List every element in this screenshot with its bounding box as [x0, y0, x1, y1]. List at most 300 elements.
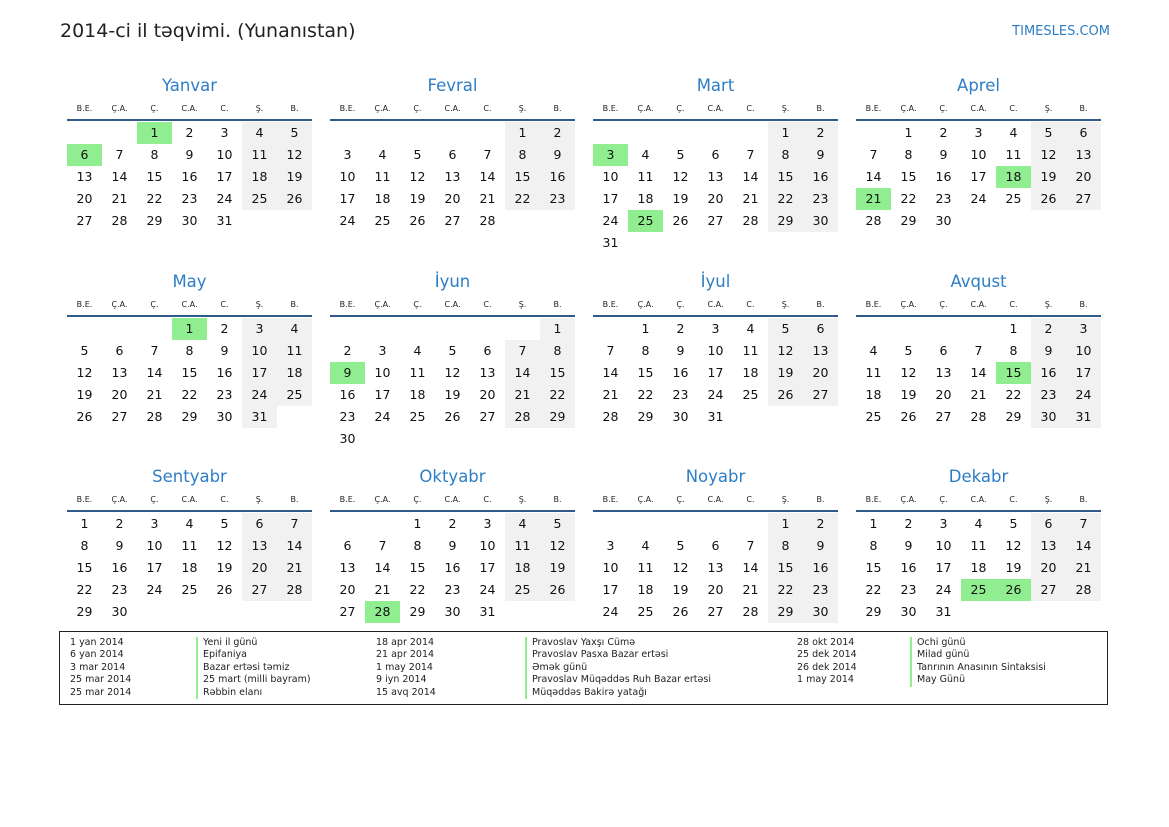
day-cell[interactable]: 31	[242, 406, 277, 428]
day-cell[interactable]: 9	[803, 144, 838, 166]
day-cell[interactable]: 2	[540, 122, 575, 144]
day-cell[interactable]: 6	[711, 538, 720, 553]
holiday-day-cell[interactable]: 26	[996, 579, 1031, 601]
day-cell[interactable]: 1	[1009, 320, 1018, 336]
day-cell[interactable]: 2	[1031, 318, 1066, 340]
day-cell[interactable]: 27	[1031, 579, 1066, 601]
holiday-day-cell[interactable]: 6	[67, 144, 102, 166]
day-cell[interactable]: 8	[768, 144, 803, 166]
day-cell[interactable]: 7	[150, 342, 159, 358]
day-cell[interactable]: 10	[242, 340, 277, 362]
day-cell[interactable]: 3	[242, 318, 277, 340]
day-cell[interactable]: 12	[409, 169, 426, 184]
day-cell[interactable]: 23	[339, 408, 356, 424]
day-cell[interactable]: 20	[803, 362, 838, 384]
day-cell[interactable]: 18	[242, 166, 277, 188]
day-cell[interactable]: 29	[1005, 408, 1022, 424]
day-cell[interactable]: 3	[1066, 318, 1101, 340]
day-cell[interactable]: 17	[146, 560, 163, 575]
day-cell[interactable]: 20	[444, 191, 461, 206]
day-cell[interactable]: 2	[115, 516, 124, 531]
day-cell[interactable]: 24	[242, 384, 277, 406]
day-cell[interactable]: 19	[768, 362, 803, 384]
day-cell[interactable]: 24	[602, 604, 619, 619]
day-cell[interactable]: 26	[900, 408, 917, 424]
day-cell[interactable]: 30	[900, 604, 917, 619]
site-link[interactable]: TIMESLES.COM	[1012, 24, 1110, 39]
day-cell[interactable]: 7	[869, 147, 878, 162]
day-cell[interactable]: 14	[865, 169, 882, 184]
day-cell[interactable]: 25	[505, 579, 540, 601]
day-cell[interactable]: 13	[1066, 144, 1101, 166]
day-cell[interactable]: 5	[1031, 122, 1066, 144]
day-cell[interactable]: 14	[374, 560, 391, 575]
day-cell[interactable]: 3	[150, 516, 159, 531]
day-cell[interactable]: 2	[904, 516, 913, 531]
day-cell[interactable]: 30	[935, 213, 952, 228]
day-cell[interactable]: 15	[900, 169, 917, 184]
day-cell[interactable]: 27	[707, 604, 724, 619]
day-cell[interactable]: 11	[409, 364, 426, 380]
day-cell[interactable]: 7	[505, 340, 540, 362]
day-cell[interactable]: 6	[711, 147, 720, 162]
day-cell[interactable]: 14	[1066, 535, 1101, 557]
day-cell[interactable]: 21	[742, 582, 759, 597]
day-cell[interactable]: 1	[413, 516, 422, 531]
day-cell[interactable]: 27	[803, 384, 838, 406]
day-cell[interactable]: 21	[602, 386, 619, 402]
day-cell[interactable]: 8	[505, 144, 540, 166]
day-cell[interactable]: 16	[181, 169, 198, 184]
day-cell[interactable]: 15	[865, 560, 882, 575]
day-cell[interactable]: 28	[742, 604, 759, 619]
day-cell[interactable]: 20	[935, 386, 952, 402]
day-cell[interactable]: 16	[900, 560, 917, 575]
day-cell[interactable]: 29	[76, 604, 93, 619]
day-cell[interactable]: 27	[76, 213, 93, 228]
day-cell[interactable]: 30	[181, 213, 198, 228]
day-cell[interactable]: 1	[768, 122, 803, 144]
day-cell[interactable]: 7	[115, 147, 124, 162]
day-cell[interactable]: 17	[707, 364, 724, 380]
day-cell[interactable]: 4	[242, 122, 277, 144]
day-cell[interactable]: 22	[540, 384, 575, 406]
day-cell[interactable]: 4	[746, 320, 755, 336]
day-cell[interactable]: 29	[768, 210, 803, 232]
day-cell[interactable]: 23	[900, 582, 917, 597]
day-cell[interactable]: 11	[277, 340, 312, 362]
day-cell[interactable]: 20	[1066, 166, 1101, 188]
holiday-day-cell[interactable]: 3	[593, 144, 628, 166]
day-cell[interactable]: 7	[746, 538, 755, 553]
day-cell[interactable]: 29	[409, 604, 426, 619]
day-cell[interactable]: 15	[768, 166, 803, 188]
day-cell[interactable]: 12	[540, 535, 575, 557]
day-cell[interactable]: 9	[540, 144, 575, 166]
day-cell[interactable]: 4	[185, 516, 194, 531]
day-cell[interactable]: 17	[479, 560, 496, 575]
day-cell[interactable]: 17	[242, 362, 277, 384]
day-cell[interactable]: 22	[146, 191, 163, 206]
day-cell[interactable]: 3	[378, 342, 387, 358]
day-cell[interactable]: 21	[374, 582, 391, 597]
day-cell[interactable]: 19	[444, 386, 461, 402]
day-cell[interactable]: 17	[374, 386, 391, 402]
day-cell[interactable]: 6	[448, 147, 457, 162]
day-cell[interactable]: 22	[181, 386, 198, 402]
day-cell[interactable]: 2	[803, 513, 838, 535]
day-cell[interactable]: 31	[935, 604, 952, 619]
day-cell[interactable]: 10	[216, 147, 233, 162]
day-cell[interactable]: 8	[1009, 342, 1018, 358]
day-cell[interactable]: 26	[1031, 188, 1066, 210]
day-cell[interactable]: 21	[970, 386, 987, 402]
day-cell[interactable]: 9	[1031, 340, 1066, 362]
day-cell[interactable]: 19	[540, 557, 575, 579]
day-cell[interactable]: 6	[483, 342, 492, 358]
day-cell[interactable]: 13	[479, 364, 496, 380]
day-cell[interactable]: 10	[602, 560, 619, 575]
day-cell[interactable]: 13	[707, 560, 724, 575]
day-cell[interactable]: 29	[865, 604, 882, 619]
day-cell[interactable]: 18	[409, 386, 426, 402]
day-cell[interactable]: 11	[505, 535, 540, 557]
day-cell[interactable]: 13	[444, 169, 461, 184]
day-cell[interactable]: 11	[1005, 147, 1022, 162]
day-cell[interactable]: 20	[707, 582, 724, 597]
day-cell[interactable]: 8	[904, 147, 913, 162]
day-cell[interactable]: 11	[637, 169, 654, 184]
day-cell[interactable]: 7	[277, 513, 312, 535]
day-cell[interactable]: 27	[444, 213, 461, 228]
day-cell[interactable]: 18	[277, 362, 312, 384]
day-cell[interactable]: 29	[540, 406, 575, 428]
day-cell[interactable]: 30	[1031, 406, 1066, 428]
day-cell[interactable]: 13	[339, 560, 356, 575]
day-cell[interactable]: 27	[339, 604, 356, 619]
day-cell[interactable]: 30	[216, 408, 233, 424]
day-cell[interactable]: 21	[111, 191, 128, 206]
day-cell[interactable]: 13	[111, 364, 128, 380]
day-cell[interactable]: 27	[707, 213, 724, 228]
day-cell[interactable]: 8	[413, 538, 422, 553]
day-cell[interactable]: 28	[146, 408, 163, 424]
day-cell[interactable]: 12	[76, 364, 93, 380]
day-cell[interactable]: 9	[904, 538, 913, 553]
day-cell[interactable]: 26	[76, 408, 93, 424]
day-cell[interactable]: 23	[540, 188, 575, 210]
day-cell[interactable]: 2	[939, 125, 948, 140]
day-cell[interactable]: 3	[711, 320, 720, 336]
day-cell[interactable]: 17	[339, 191, 356, 206]
day-cell[interactable]: 6	[1066, 122, 1101, 144]
day-cell[interactable]: 21	[277, 557, 312, 579]
day-cell[interactable]: 23	[935, 191, 952, 206]
day-cell[interactable]: 17	[935, 560, 952, 575]
day-cell[interactable]: 18	[637, 191, 654, 206]
day-cell[interactable]: 16	[339, 386, 356, 402]
day-cell[interactable]: 6	[343, 538, 352, 553]
day-cell[interactable]: 5	[277, 122, 312, 144]
day-cell[interactable]: 19	[216, 560, 233, 575]
day-cell[interactable]: 26	[540, 579, 575, 601]
day-cell[interactable]: 30	[339, 430, 356, 446]
day-cell[interactable]: 2	[676, 320, 685, 336]
day-cell[interactable]: 30	[672, 408, 689, 424]
day-cell[interactable]: 20	[76, 191, 93, 206]
day-cell[interactable]: 22	[900, 191, 917, 206]
holiday-day-cell[interactable]: 15	[996, 362, 1031, 384]
day-cell[interactable]: 7	[378, 538, 387, 553]
day-cell[interactable]: 19	[1031, 166, 1066, 188]
day-cell[interactable]: 28	[1066, 579, 1101, 601]
day-cell[interactable]: 25	[242, 188, 277, 210]
day-cell[interactable]: 22	[76, 582, 93, 597]
day-cell[interactable]: 16	[935, 169, 952, 184]
day-cell[interactable]: 16	[803, 166, 838, 188]
day-cell[interactable]: 14	[970, 364, 987, 380]
day-cell[interactable]: 5	[1009, 516, 1018, 531]
day-cell[interactable]: 29	[768, 601, 803, 623]
day-cell[interactable]: 18	[181, 560, 198, 575]
day-cell[interactable]: 6	[115, 342, 124, 358]
day-cell[interactable]: 10	[707, 342, 724, 358]
day-cell[interactable]: 21	[505, 384, 540, 406]
day-cell[interactable]: 10	[970, 147, 987, 162]
day-cell[interactable]: 24	[339, 213, 356, 228]
day-cell[interactable]: 4	[413, 342, 422, 358]
day-cell[interactable]: 17	[216, 169, 233, 184]
day-cell[interactable]: 11	[970, 538, 987, 553]
day-cell[interactable]: 27	[111, 408, 128, 424]
day-cell[interactable]: 4	[641, 538, 650, 553]
day-cell[interactable]: 21	[479, 191, 496, 206]
day-cell[interactable]: 10	[374, 364, 391, 380]
day-cell[interactable]: 4	[1009, 125, 1018, 140]
day-cell[interactable]: 27	[1066, 188, 1101, 210]
day-cell[interactable]: 22	[1005, 386, 1022, 402]
day-cell[interactable]: 9	[803, 535, 838, 557]
day-cell[interactable]: 10	[935, 538, 952, 553]
day-cell[interactable]: 5	[676, 147, 685, 162]
day-cell[interactable]: 11	[374, 169, 391, 184]
day-cell[interactable]: 28	[111, 213, 128, 228]
day-cell[interactable]: 27	[935, 408, 952, 424]
day-cell[interactable]: 17	[602, 582, 619, 597]
day-cell[interactable]: 14	[742, 560, 759, 575]
day-cell[interactable]: 27	[242, 579, 277, 601]
day-cell[interactable]: 27	[479, 408, 496, 424]
day-cell[interactable]: 14	[742, 169, 759, 184]
day-cell[interactable]: 13	[76, 169, 93, 184]
day-cell[interactable]: 28	[505, 406, 540, 428]
day-cell[interactable]: 20	[1031, 557, 1066, 579]
day-cell[interactable]: 19	[409, 191, 426, 206]
day-cell[interactable]: 18	[637, 582, 654, 597]
day-cell[interactable]: 6	[1031, 513, 1066, 535]
day-cell[interactable]: 20	[707, 191, 724, 206]
day-cell[interactable]: 7	[974, 342, 983, 358]
day-cell[interactable]: 9	[939, 147, 948, 162]
day-cell[interactable]: 13	[242, 535, 277, 557]
day-cell[interactable]: 30	[803, 601, 838, 623]
day-cell[interactable]: 12	[444, 364, 461, 380]
day-cell[interactable]: 12	[277, 144, 312, 166]
day-cell[interactable]: 17	[602, 191, 619, 206]
day-cell[interactable]: 9	[448, 538, 457, 553]
day-cell[interactable]: 2	[185, 125, 194, 140]
day-cell[interactable]: 14	[505, 362, 540, 384]
day-cell[interactable]: 12	[672, 169, 689, 184]
day-cell[interactable]: 25	[277, 384, 312, 406]
day-cell[interactable]: 4	[505, 513, 540, 535]
day-cell[interactable]: 21	[146, 386, 163, 402]
day-cell[interactable]: 16	[803, 557, 838, 579]
holiday-day-cell[interactable]: 25	[628, 210, 663, 232]
holiday-day-cell[interactable]: 28	[365, 601, 400, 623]
day-cell[interactable]: 16	[672, 364, 689, 380]
day-cell[interactable]: 23	[803, 579, 838, 601]
day-cell[interactable]: 23	[803, 188, 838, 210]
day-cell[interactable]: 31	[707, 408, 724, 424]
day-cell[interactable]: 18	[865, 386, 882, 402]
day-cell[interactable]: 12	[1031, 144, 1066, 166]
day-cell[interactable]: 2	[448, 516, 457, 531]
day-cell[interactable]: 25	[865, 408, 882, 424]
day-cell[interactable]: 20	[479, 386, 496, 402]
day-cell[interactable]: 6	[939, 342, 948, 358]
day-cell[interactable]: 15	[540, 362, 575, 384]
day-cell[interactable]: 25	[742, 386, 759, 402]
day-cell[interactable]: 29	[146, 213, 163, 228]
day-cell[interactable]: 15	[768, 557, 803, 579]
day-cell[interactable]: 20	[242, 557, 277, 579]
holiday-day-cell[interactable]: 25	[961, 579, 996, 601]
day-cell[interactable]: 28	[602, 408, 619, 424]
day-cell[interactable]: 22	[865, 582, 882, 597]
day-cell[interactable]: 1	[904, 125, 913, 140]
day-cell[interactable]: 16	[216, 364, 233, 380]
day-cell[interactable]: 9	[185, 147, 194, 162]
day-cell[interactable]: 8	[540, 340, 575, 362]
day-cell[interactable]: 8	[80, 538, 89, 553]
day-cell[interactable]: 31	[216, 213, 233, 228]
day-cell[interactable]: 25	[374, 213, 391, 228]
day-cell[interactable]: 5	[768, 318, 803, 340]
day-cell[interactable]: 7	[746, 147, 755, 162]
day-cell[interactable]: 12	[900, 364, 917, 380]
day-cell[interactable]: 8	[185, 342, 194, 358]
day-cell[interactable]: 3	[343, 147, 352, 162]
day-cell[interactable]: 22	[768, 579, 803, 601]
holiday-day-cell[interactable]: 1	[137, 122, 172, 144]
day-cell[interactable]: 23	[181, 191, 198, 206]
day-cell[interactable]: 15	[637, 364, 654, 380]
day-cell[interactable]: 5	[904, 342, 913, 358]
day-cell[interactable]: 17	[1066, 362, 1101, 384]
day-cell[interactable]: 25	[1005, 191, 1022, 206]
day-cell[interactable]: 18	[970, 560, 987, 575]
day-cell[interactable]: 11	[242, 144, 277, 166]
day-cell[interactable]: 29	[637, 408, 654, 424]
day-cell[interactable]: 26	[409, 213, 426, 228]
day-cell[interactable]: 25	[637, 604, 654, 619]
day-cell[interactable]: 1	[641, 320, 650, 336]
day-cell[interactable]: 29	[181, 408, 198, 424]
day-cell[interactable]: 19	[76, 386, 93, 402]
day-cell[interactable]: 24	[970, 191, 987, 206]
day-cell[interactable]: 24	[479, 582, 496, 597]
day-cell[interactable]: 24	[146, 582, 163, 597]
day-cell[interactable]: 19	[900, 386, 917, 402]
day-cell[interactable]: 24	[216, 191, 233, 206]
day-cell[interactable]: 14	[146, 364, 163, 380]
day-cell[interactable]: 7	[606, 342, 615, 358]
day-cell[interactable]: 15	[181, 364, 198, 380]
day-cell[interactable]: 6	[803, 318, 838, 340]
day-cell[interactable]: 24	[935, 582, 952, 597]
day-cell[interactable]: 29	[900, 213, 917, 228]
day-cell[interactable]: 28	[742, 213, 759, 228]
day-cell[interactable]: 30	[111, 604, 128, 619]
day-cell[interactable]: 11	[742, 342, 759, 358]
day-cell[interactable]: 28	[865, 213, 882, 228]
day-cell[interactable]: 28	[970, 408, 987, 424]
day-cell[interactable]: 14	[479, 169, 496, 184]
day-cell[interactable]: 15	[146, 169, 163, 184]
day-cell[interactable]: 14	[111, 169, 128, 184]
day-cell[interactable]: 26	[216, 582, 233, 597]
day-cell[interactable]: 7	[1066, 513, 1101, 535]
day-cell[interactable]: 24	[602, 213, 619, 228]
day-cell[interactable]: 16	[444, 560, 461, 575]
day-cell[interactable]: 24	[1066, 384, 1101, 406]
day-cell[interactable]: 23	[216, 386, 233, 402]
day-cell[interactable]: 5	[448, 342, 457, 358]
day-cell[interactable]: 23	[444, 582, 461, 597]
day-cell[interactable]: 24	[374, 408, 391, 424]
day-cell[interactable]: 10	[602, 169, 619, 184]
day-cell[interactable]: 24	[707, 386, 724, 402]
holiday-day-cell[interactable]: 9	[330, 362, 365, 384]
day-cell[interactable]: 18	[505, 557, 540, 579]
day-cell[interactable]: 25	[181, 582, 198, 597]
day-cell[interactable]: 26	[672, 604, 689, 619]
day-cell[interactable]: 22	[637, 386, 654, 402]
day-cell[interactable]: 3	[220, 125, 229, 140]
day-cell[interactable]: 19	[672, 582, 689, 597]
day-cell[interactable]: 8	[150, 147, 159, 162]
day-cell[interactable]: 15	[409, 560, 426, 575]
day-cell[interactable]: 17	[970, 169, 987, 184]
day-cell[interactable]: 2	[220, 320, 229, 336]
day-cell[interactable]: 5	[220, 516, 229, 531]
holiday-day-cell[interactable]: 18	[996, 166, 1031, 188]
day-cell[interactable]: 20	[111, 386, 128, 402]
day-cell[interactable]: 12	[768, 340, 803, 362]
day-cell[interactable]: 1	[768, 513, 803, 535]
day-cell[interactable]: 31	[1066, 406, 1101, 428]
day-cell[interactable]: 18	[742, 364, 759, 380]
day-cell[interactable]: 28	[479, 213, 496, 228]
day-cell[interactable]: 26	[277, 188, 312, 210]
day-cell[interactable]: 1	[505, 122, 540, 144]
day-cell[interactable]: 3	[483, 516, 492, 531]
day-cell[interactable]: 8	[869, 538, 878, 553]
day-cell[interactable]: 19	[672, 191, 689, 206]
day-cell[interactable]: 4	[974, 516, 983, 531]
day-cell[interactable]: 1	[80, 516, 89, 531]
